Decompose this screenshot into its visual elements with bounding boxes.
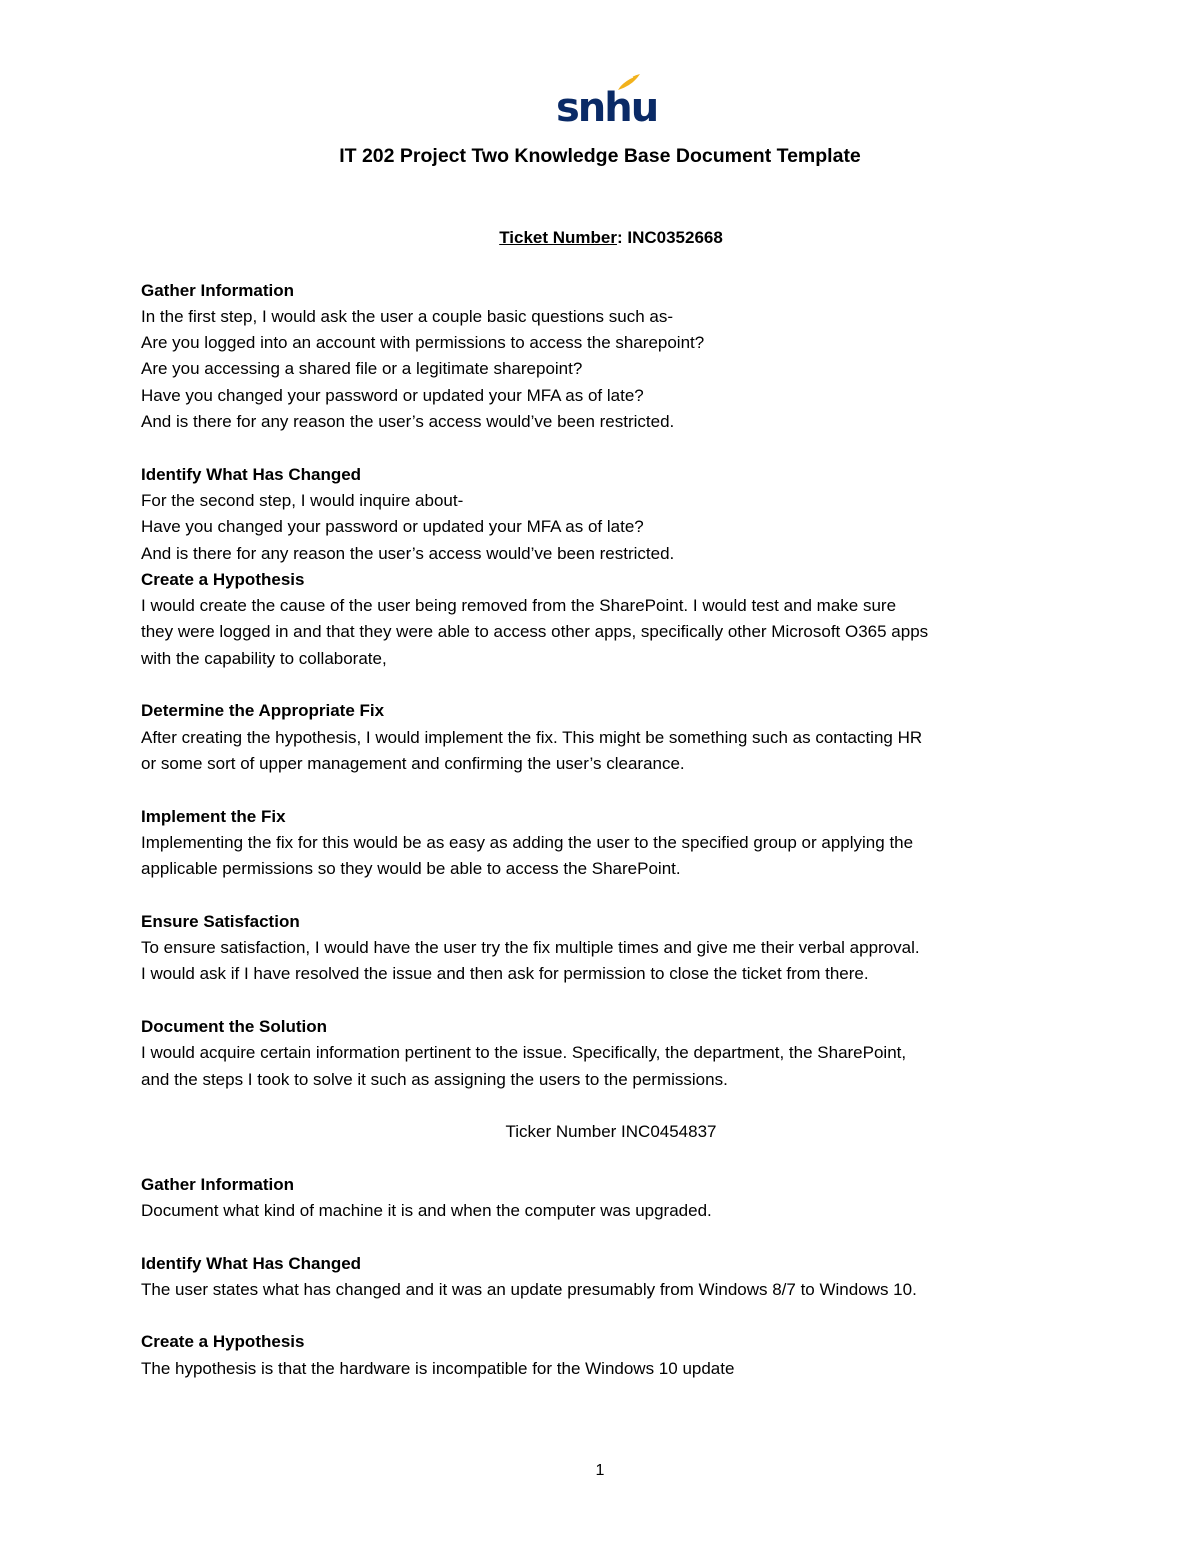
section-heading-satisfaction: Ensure Satisfaction <box>141 911 300 931</box>
section-heading-identify-2: Identify What Has Changed <box>141 1253 362 1273</box>
paragraph-line: After creating the hypothesis, I would implement the fix. This might be something such as contacting HR <box>141 727 923 747</box>
paragraph-line: Implementing the fix for this would be as easy as adding the user to the specified group or applying the <box>141 832 914 852</box>
ticket2-number-line: Ticker Number INC0454837 <box>505 1122 717 1142</box>
section-heading-document: Document the Solution <box>141 1016 328 1036</box>
document-title: IT 202 Project Two Knowledge Base Document Template <box>339 145 861 167</box>
section-heading-gather: Gather Information <box>141 280 295 300</box>
paragraph-line: And is there for any reason the user’s access would’ve been restricted. <box>141 543 675 563</box>
paragraph-line: Document what kind of machine it is and when the computer was upgraded. <box>141 1200 712 1220</box>
paragraph-line: with the capability to collaborate, <box>141 648 387 668</box>
paragraph-line: or some sort of upper management and confirming the user’s clearance. <box>141 753 685 773</box>
snhu-logo <box>556 72 658 134</box>
logo-text: snhu <box>556 85 658 131</box>
page-number: 1 <box>595 1462 605 1479</box>
paragraph-line: they were logged in and that they were able to access other apps, specifically other Microsoft O365 apps <box>141 622 929 642</box>
ticket-number-line <box>141 225 1081 251</box>
paragraph-line: And is there for any reason the user’s access would’ve been restricted. <box>141 412 675 432</box>
paragraph-line: Are you accessing a shared file or a legitimate sharepoint? <box>141 359 583 379</box>
paragraph-line: applicable permissions so they would be able to access the SharePoint. <box>141 859 681 879</box>
paragraph-line: In the first step, I would ask the user a couple basic questions such as- <box>141 306 674 326</box>
section-heading-identify: Identify What Has Changed <box>141 464 362 484</box>
paragraph-line: Are you logged into an account with permissions to access the sharepoint? <box>141 333 705 353</box>
section-heading-implement: Implement the Fix <box>141 806 286 826</box>
paragraph-line: The hypothesis is that the hardware is incompatible for the Windows 10 update <box>141 1358 735 1378</box>
document-body <box>141 225 1081 1382</box>
ticket-number-value: : INC0352668 <box>616 228 723 247</box>
paragraph-line: and the steps I took to solve it such as assigning the users to the permissions. <box>141 1069 728 1089</box>
paragraph-line: I would acquire certain information pertinent to the issue. Specifically, the department, the SharePoint, <box>141 1043 907 1063</box>
ticket-number-label: Ticket Number <box>499 228 617 247</box>
paragraph-line: Have you changed your password or updated your MFA as of late? <box>141 517 644 537</box>
paragraph-line: For the second step, I would inquire about- <box>141 490 464 510</box>
section-heading-gather-2: Gather Information <box>141 1174 295 1194</box>
paragraph-line: The user states what has changed and it was an update presumably from Windows 8/7 to Windows 10. <box>141 1279 917 1299</box>
paragraph-line: To ensure satisfaction, I would have the user try the fix multiple times and give me their verbal approval. <box>141 938 920 958</box>
section-heading-hypothesis-2: Create a Hypothesis <box>141 1332 305 1352</box>
paragraph-line: I would ask if I have resolved the issue and then ask for permission to close the ticket from there. <box>141 964 869 984</box>
paragraph-line: Have you changed your password or updated your MFA as of late? <box>141 385 644 405</box>
section-heading-determine: Determine the Appropriate Fix <box>141 701 385 721</box>
section-heading-hypothesis: Create a Hypothesis <box>141 569 305 589</box>
paragraph-line: I would create the cause of the user being removed from the SharePoint. I would test and make sure <box>141 596 897 616</box>
